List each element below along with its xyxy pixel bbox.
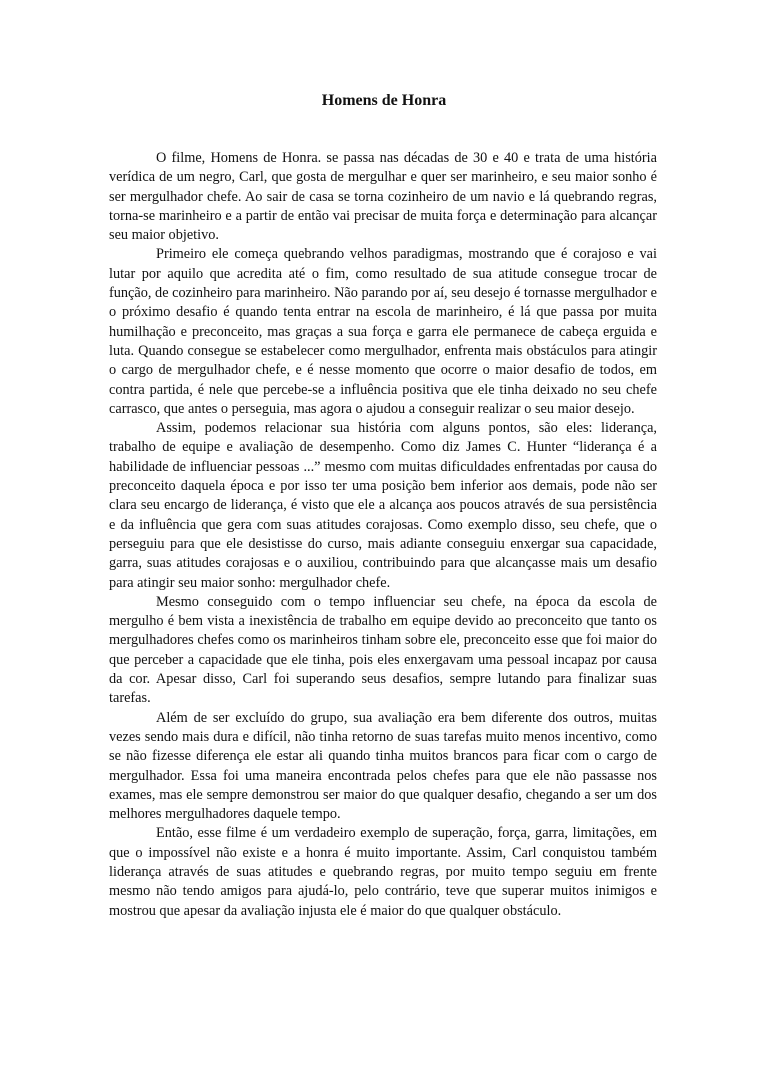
paragraph-5: Além de ser excluído do grupo, sua avaliação era bem diferente dos outros, muitas vezes sendo mais dura e difícil, não tinha retorno de suas tarefas muito menos incentivo, como se não fizesse diferença ele estar ali quando tinha muitos brancos para ficar com o cargo de mergulhador. Essa foi uma maneira encontrada pelos chefes para que ele não passasse nos exames, mas ele sempre demonstrou ser maior do que qualquer desafio, chegando a ser um dos melhores mergulhadores daquele tempo. [109,709,657,823]
paragraph-4: Mesmo conseguido com o tempo influenciar seu chefe, na época da escola de mergulho é bem vista a inexistência de trabalho em equipe devido ao preconceito que tanto os mergulhadores chefes como os marinheiros tinham sobre ele, preconceito esse que foi maior do que perceber a capacidade que ele tinha, pois eles enxergavam uma pessoal incapaz por causa da cor. Apesar disso, Carl foi superando seus desafios, sempre lutando para finalizar suas tarefas. [109,593,657,707]
paragraph-1: O filme, Homens de Honra. se passa nas décadas de 30 e 40 e trata de uma história verídica de um negro, Carl, que gosta de mergulhar e quer ser marinheiro, e seu maior sonho é ser mergulhador chefe. Ao sair de casa se torna cozinheiro de um navio e lá quebrando regras, torna-se marinheiro e a partir de então vai precisar de muita força e determinação para alcançar seu maior objetivo. [109,150,657,244]
paragraph-3: Assim, podemos relacionar sua história com alguns pontos, são eles: liderança, trabalho de equipe e avaliação de desempenho. Como diz James C. Hunter “liderança é a habilidade de influenciar pessoas ...” mesmo com muitas dificuldades enfrentadas por causa do preconceito daquela época e por isso ter uma posição bem inferior aos demais, pode não ser clara seu encargo de liderança, é visto que ele a alcança aos poucos através de sua persistência e da influência que gera com suas atitudes corajosas. Como exemplo disso, seu chefe, que o perseguiu para que ele desistisse do curso, mais adiante conseguiu enxergar sua capacidade, garra, suas atitudes corajosas e o auxiliou, contribuindo para que alcançasse mais um desafio para atingir seu maior sonho: mergulhador chefe. [109,420,657,591]
paragraph-6: Então, esse filme é um verdadeiro exemplo de superação, força, garra, limitações, em que o impossível não existe e a honra é muito importante. Assim, Carl conquistou também liderança através de suas atitudes e quebrando regras, por muito tempo seguiu em frente mesmo não tendo amigos para ajudá-lo, pelo contrário, teve que superar muitos inimigos e mostrou que apesar da avaliação injusta ele é maior do que qualquer obstáculo. [109,825,657,919]
paragraph-2: Primeiro ele começa quebrando velhos paradigmas, mostrando que é corajoso e vai lutar por aquilo que acredita até o fim, como resultado de sua atitude consegue trocar de função, de cozinheiro para marinheiro. Não parando por aí, seu desejo é tornasse mergulhador e o próximo desafio é quando tenta entrar na escola de marinheiro, é lá que passa por muita humilhação e preconceito, mas graças a sua força e garra ele permanece de cabeça erguida e luta. Quando consegue se estabelecer como mergulhador, enfrenta mais obstáculos para atingir o cargo de mergulhador chefe, e é nesse momento que ocorre o maior desafio de todos, em contra partida, é nele que percebe-se a influência positiva que ele tinha deixado no seu chefe carrasco, que antes o perseguia, mas agora o ajudou a conseguir realizar o seu maior desejo. [109,246,657,417]
document-title: Homens de Honra [321,92,447,109]
document-body [109,149,657,921]
